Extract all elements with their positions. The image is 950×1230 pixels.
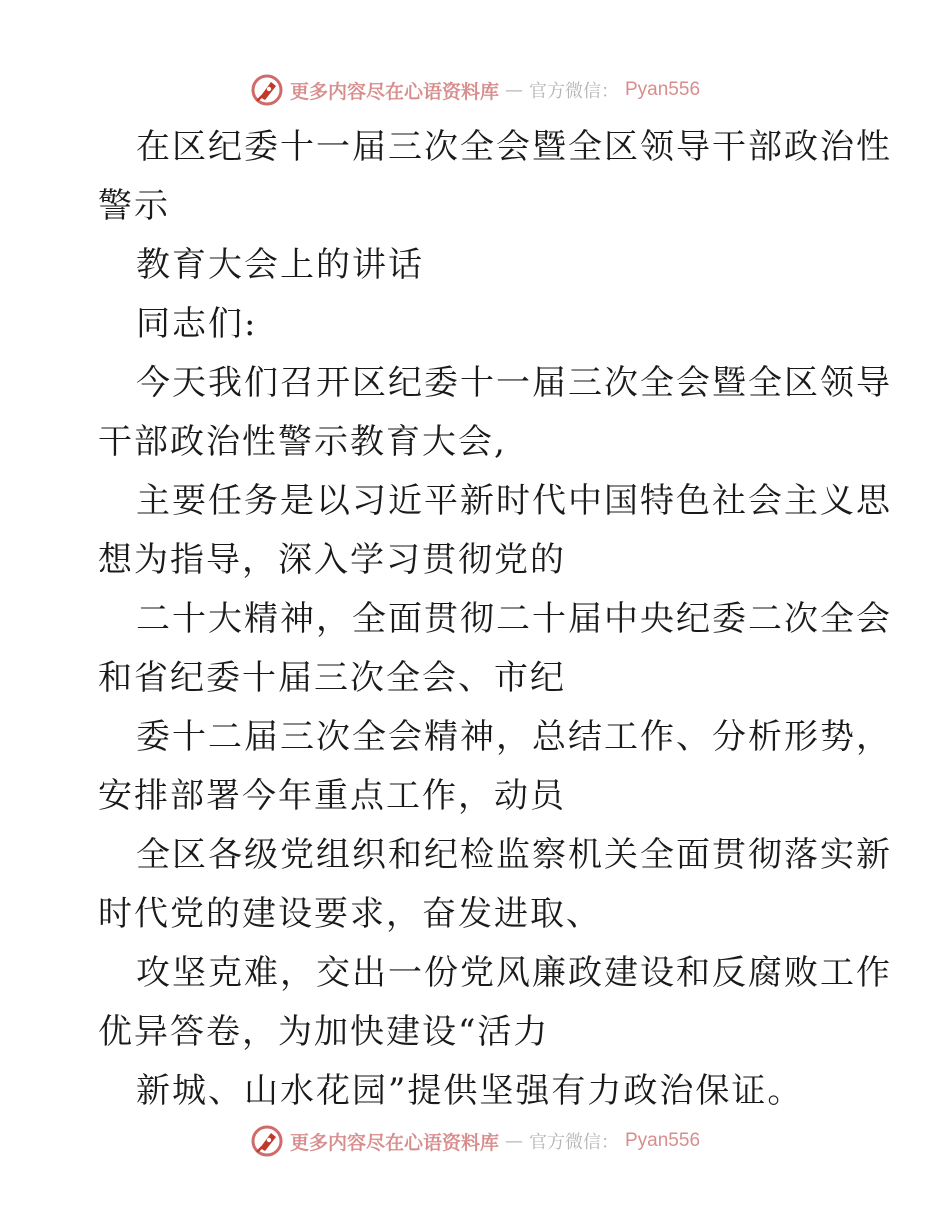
footer-wechat-id: Pyan556 bbox=[625, 1130, 701, 1151]
footer-wechat-label: 官方微信： bbox=[529, 1132, 619, 1153]
header-wechat-id: Pyan556 bbox=[625, 79, 701, 100]
header-site-name: 更多内容尽在心语资料库 bbox=[289, 80, 499, 103]
header-wechat-label: 官方微信： bbox=[529, 81, 619, 102]
footer-watermark-banner bbox=[0, 1121, 950, 1161]
body-line: 今天我们召开区纪委十一届三次全会暨全区领导 bbox=[136, 363, 892, 403]
body-line: 新城、山水花园”提供坚强有力政治保证。 bbox=[136, 1071, 804, 1111]
document-body bbox=[98, 118, 892, 1121]
title-line-3: 教育大会上的讲话 bbox=[136, 245, 424, 285]
header-watermark-banner bbox=[0, 70, 950, 110]
body-line: 二十大精神，全面贯彻二十届中央纪委二次全会 bbox=[136, 599, 892, 639]
salutation: 同志们: bbox=[136, 304, 258, 344]
body-line: 安排部署今年重点工作，动员 bbox=[98, 776, 566, 816]
body-line: 攻坚克难，交出一份党风廉政建设和反腐败工作 bbox=[136, 953, 892, 993]
title-line-2: 警示 bbox=[98, 186, 170, 226]
body-line: 想为指导，深入学习贯彻党的 bbox=[98, 540, 566, 580]
body-line: 委十二届三次全会精神，总结工作、分析形势， bbox=[136, 717, 892, 757]
body-line: 时代党的建设要求，奋发进取、 bbox=[98, 894, 602, 934]
title-line-1: 在区纪委十一届三次全会暨全区领导干部政治性 bbox=[136, 127, 892, 167]
body-line: 和省纪委十届三次全会、市纪 bbox=[98, 658, 566, 698]
body-line: 干部政治性警示教育大会, bbox=[98, 422, 507, 462]
pen-nib-logo-icon bbox=[250, 73, 284, 107]
body-line: 主要任务是以习近平新时代中国特色社会主义思 bbox=[136, 481, 892, 521]
body-line: 全区各级党组织和纪检监察机关全面贯彻落实新 bbox=[136, 835, 892, 875]
header-separator: — bbox=[505, 79, 523, 101]
footer-separator: — bbox=[505, 1130, 523, 1152]
footer-site-name: 更多内容尽在心语资料库 bbox=[289, 1131, 499, 1154]
pen-nib-logo-icon bbox=[250, 1124, 284, 1158]
body-line: 优异答卷，为加快建设“活力 bbox=[98, 1012, 550, 1052]
